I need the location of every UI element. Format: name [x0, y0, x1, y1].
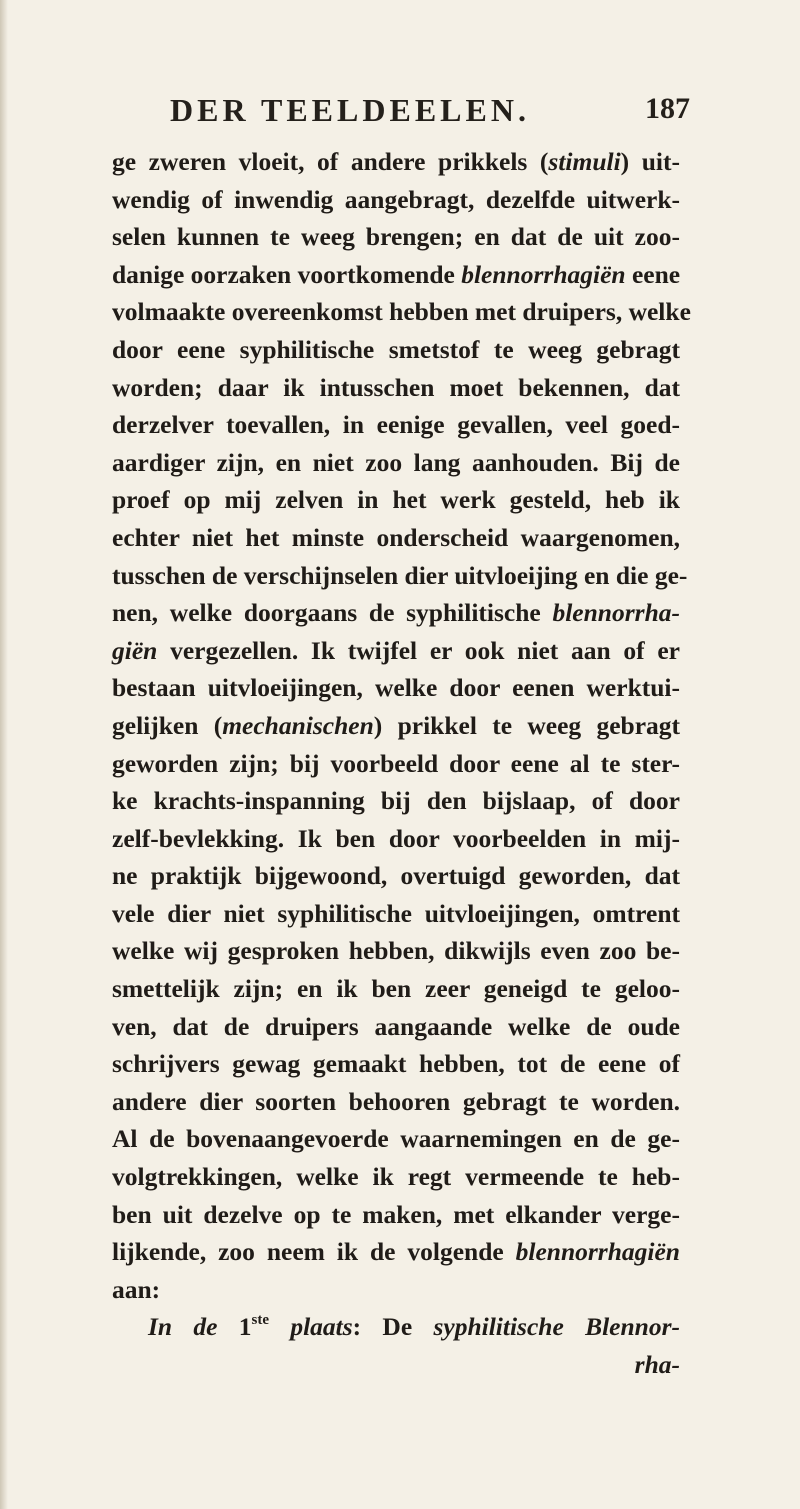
text-line [112, 782, 680, 820]
text-segment: ge zweren vloeit, of andere prikkels ( [112, 147, 549, 176]
text-segment: schrijvers gewag gemaakt hebben, tot de eene of [112, 1049, 680, 1079]
text-line [112, 669, 680, 707]
text-segment: worden; daar ik intusschen moet bekennen, dat [112, 372, 680, 402]
text-segment: ke krachts-inspanning bij den bijslaap, of door [112, 786, 680, 816]
text-line [112, 707, 680, 745]
text-line [112, 1045, 680, 1083]
text-segment: vele dier niet syphilitische uitvloeijingen, omtrent [112, 898, 680, 928]
text-segment: : De [352, 1312, 434, 1342]
text-line [112, 857, 680, 895]
text-line [112, 369, 680, 407]
text-line [112, 1233, 680, 1271]
text-segment: eene [625, 259, 681, 289]
text-segment: nen, welke doorgaans de syphilitische [112, 598, 553, 628]
page-header [170, 92, 690, 132]
text-line [112, 1308, 680, 1346]
running-head: DER TEELDEELEN. [170, 92, 530, 128]
italic-text: syphilitische Blennor- [433, 1312, 681, 1342]
text-segment: door eene syphilitische smetstof te weeg gebragt [112, 334, 680, 364]
text-segment: andere dier soorten behooren gebragt te worden. [112, 1086, 680, 1116]
text-line [112, 1083, 680, 1121]
text-segment: tusschen de verschijnselen dier uitvloeijing en die ge- [112, 560, 688, 590]
text-line [112, 970, 680, 1008]
text-segment: bestaan uitvloeijingen, welke door eenen werktui- [112, 673, 680, 703]
text-line [112, 594, 680, 632]
text-line [112, 293, 691, 331]
text-line [112, 820, 680, 858]
italic-text: giën [112, 635, 158, 665]
text-line [112, 218, 680, 256]
text-line [112, 143, 680, 181]
text-line [112, 895, 680, 933]
text-segment: 1 [217, 1312, 252, 1342]
text-line [112, 444, 680, 482]
text-segment: gelijken ( [112, 710, 223, 740]
text-line [112, 1271, 680, 1309]
italic-text: stimuli [548, 147, 621, 176]
text-line [112, 1158, 680, 1196]
text-line [112, 632, 680, 670]
text-segment: echter niet het minste onderscheid waargenomen, [112, 522, 680, 552]
superscript-text: ste [251, 1311, 270, 1328]
text-line [112, 1120, 680, 1158]
text-line [112, 1196, 680, 1234]
italic-text: mechanischen [222, 710, 374, 740]
italic-text: In de [148, 1312, 218, 1342]
text-segment: geworden zijn; bij voorbeeld door eene al te ster- [112, 748, 680, 778]
text-segment: ben uit dezelve op te maken, met elkander verge- [112, 1199, 680, 1229]
text-line [112, 256, 680, 294]
italic-text: rha- [634, 1350, 680, 1379]
italic-text: blennorrhagiën [515, 1237, 680, 1267]
text-segment: Al de bovenaangevoerde waarnemingen en de ge- [112, 1124, 680, 1154]
text-line [112, 481, 680, 519]
text-segment: welke wij gesproken hebben, dikwijls even zoo be- [112, 936, 680, 966]
text-segment: volgtrekkingen, welke ik regt vermeende te heb- [112, 1162, 680, 1192]
text-line [112, 331, 680, 369]
text-segment: aan: [112, 1274, 161, 1304]
text-segment: volmaakte overeenkomst hebben met druipers, welke [112, 297, 691, 327]
text-segment: selen kunnen te weeg brengen; en dat de uit zoo- [112, 222, 680, 252]
text-segment: danige oorzaken voortkomende [112, 259, 462, 289]
text-segment: ne praktijk bijgewoond, overtuigd geworden, dat [112, 861, 680, 891]
text-line [112, 1346, 680, 1384]
body-text [112, 143, 691, 1384]
text-line [112, 519, 680, 557]
italic-text: blennorrhagiën [461, 259, 626, 289]
text-line [112, 745, 680, 783]
text-segment: zelf-bevlekking. Ik ben door voorbeelden in mij- [112, 823, 680, 853]
text-segment: proef op mij zelven in het werk gesteld, heb ik [112, 485, 680, 515]
page-binding-edge [0, 0, 8, 1509]
text-line [112, 406, 680, 444]
italic-text: plaats [290, 1312, 353, 1342]
text-line [112, 1008, 680, 1046]
text-segment: ) uit- [620, 147, 680, 176]
text-segment: vergezellen. Ik twijfel er ook niet aan of er [157, 635, 680, 665]
text-segment [269, 1312, 290, 1341]
page-number: 187 [645, 92, 690, 125]
text-segment: ) prikkel te weeg gebragt [373, 710, 680, 740]
text-line [112, 932, 680, 970]
italic-text: blennorrha- [552, 598, 680, 628]
text-segment: ven, dat de druipers aangaande welke de oude [112, 1011, 680, 1041]
text-line [112, 181, 680, 219]
text-line [112, 557, 688, 595]
text-segment: derzelver toevallen, in eenige gevallen, veel goed- [112, 410, 680, 440]
text-segment: aardiger zijn, en niet zoo lang aanhouden. Bij de [112, 447, 680, 477]
text-segment: lijkende, zoo neem ik de volgende [112, 1237, 516, 1267]
text-segment: smettelijk zijn; en ik ben zeer geneigd te geloo- [112, 974, 680, 1004]
text-segment: wendig of inwendig aangebragt, dezelfde uitwerk- [112, 184, 680, 214]
